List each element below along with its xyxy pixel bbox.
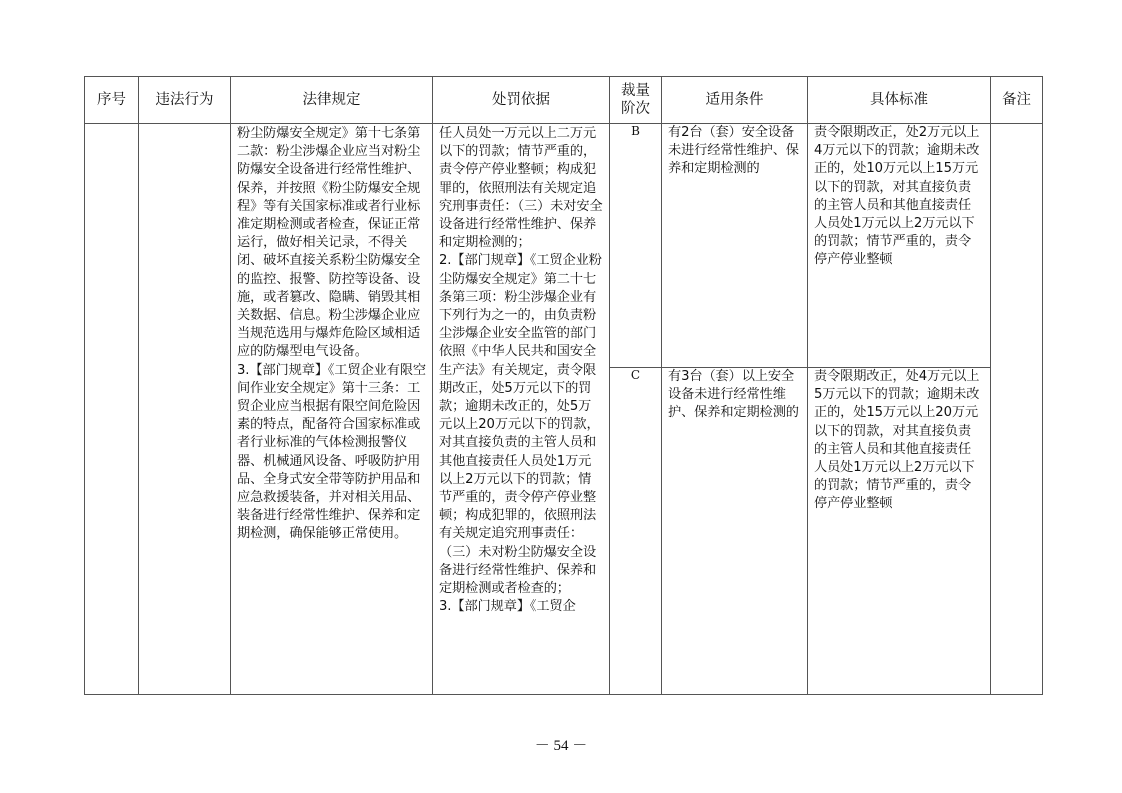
standard-cell-c: [808, 368, 991, 695]
condition-cell-b: [662, 124, 808, 368]
act-cell: [139, 124, 231, 695]
basis-paragraph: 任人员处一万元以上二万元以下的罚款；情节严重的，责令停产停业整顿；构成犯罪的，依照刑法有关规定追究刑事责任：（三）未对安全设备进行经常性维护、保养和定期检测的；: [439, 126, 603, 251]
law-text: [231, 124, 432, 544]
condition-text-b: 有2台（套）安全设备未进行经常性维护、保养和定期检测的: [668, 125, 799, 177]
penalty-table: [84, 76, 1043, 695]
standard-text-b: 责令限期改正，处2万元以上4万元以下的罚款；逾期未改正的，处10万元以上15万元以下的罚款，对其直接负责的主管人员和其他直接责任人员处1万元以上2万元以下的罚款；情节严重的，责令停产停业整顿: [814, 125, 980, 268]
law-cell: [231, 124, 433, 695]
law-paragraph: 3.【部门规章】《工贸企业有限空间作业安全规定》第十三条：工贸企业应当根据有限空间危险因素的特点，配备符合国家标准或者行业标准的气体检测报警仪器、机械通风设备、呼吸防护用品、全身式安全带等防护用品和应急救援装备，并对相关用品、装备进行经常性维护、保养和定期检测，确保能够正常使用。: [237, 362, 427, 542]
header-row: [85, 77, 1043, 124]
basis-paragraph: 3.【部门规章】《工贸企: [439, 599, 576, 615]
header-note: 备注: [991, 77, 1043, 124]
condition-cell-c: [662, 368, 808, 695]
header-law: 法律规定: [231, 77, 433, 124]
seq-cell: [85, 124, 139, 695]
note-cell: [991, 124, 1043, 695]
condition-text-c: 有3台（套）以上安全设备未进行经常性维护、保养和定期检测的: [668, 369, 799, 421]
level-cell-c: C: [610, 368, 662, 695]
header-condition: 适用条件: [662, 77, 808, 124]
header-level: [610, 77, 662, 124]
standard-cell-b: [808, 124, 991, 368]
basis-paragraph: 2.【部门规章】《工贸企业粉尘防爆安全规定》第二十七条第三项：粉尘涉爆企业有下列行为之一的，由负责粉尘涉爆企业安全监管的部门依照《中华人民共和国安全生产法》有关规定，责令限期改正，处5万元以下的罚款；逾期未改正的，处5万元以上20万元以下的罚款，对其直接负责的主管人员和其他直接责任人员处1万元以上2万元以下的罚款；情节严重的，责令停产停业整顿；构成犯罪的，依照刑法有关规定追究刑事责任：（三）未对粉尘防爆安全设备进行经常性维护、保养和定期检测或者检查的；: [439, 253, 602, 597]
law-paragraph: 粉尘防爆安全规定》第十七条第二款：粉尘涉爆企业应当对粉尘防爆安全设备进行经常性维护、保养，并按照《粉尘防爆安全规程》等有关国家标准或者行业标准定期检测或者检查，保证正常运行，做好相关记录，不得关闭、破坏直接关系粉尘防爆安全的监控、报警、防控等设备、设施，或者篡改、隐瞒、销毁其相关数据、信息。粉尘涉爆企业应当规范选用与爆炸危险区域相适应的防爆型电气设备。: [237, 126, 421, 360]
header-seq: 序号: [85, 77, 139, 124]
header-level-line2: 阶次: [621, 101, 650, 117]
level-cell-b: B: [610, 124, 662, 368]
header-act: 违法行为: [139, 77, 231, 124]
header-basis: 处罚依据: [433, 77, 610, 124]
table-row: [85, 124, 1043, 368]
basis-cell: [433, 124, 610, 695]
header-standard: 具体标准: [808, 77, 991, 124]
standard-text-c: 责令限期改正，处4万元以上5万元以下的罚款；逾期未改正的，处15万元以上20万元以下的罚款，对其直接负责的主管人员和其他直接责任人员处1万元以上2万元以下的罚款；情节严重的，责令停产停业整顿: [814, 369, 980, 512]
basis-text: [433, 124, 609, 616]
page-number: － 54 －: [534, 738, 588, 754]
header-level-line1: 裁量: [621, 83, 650, 99]
